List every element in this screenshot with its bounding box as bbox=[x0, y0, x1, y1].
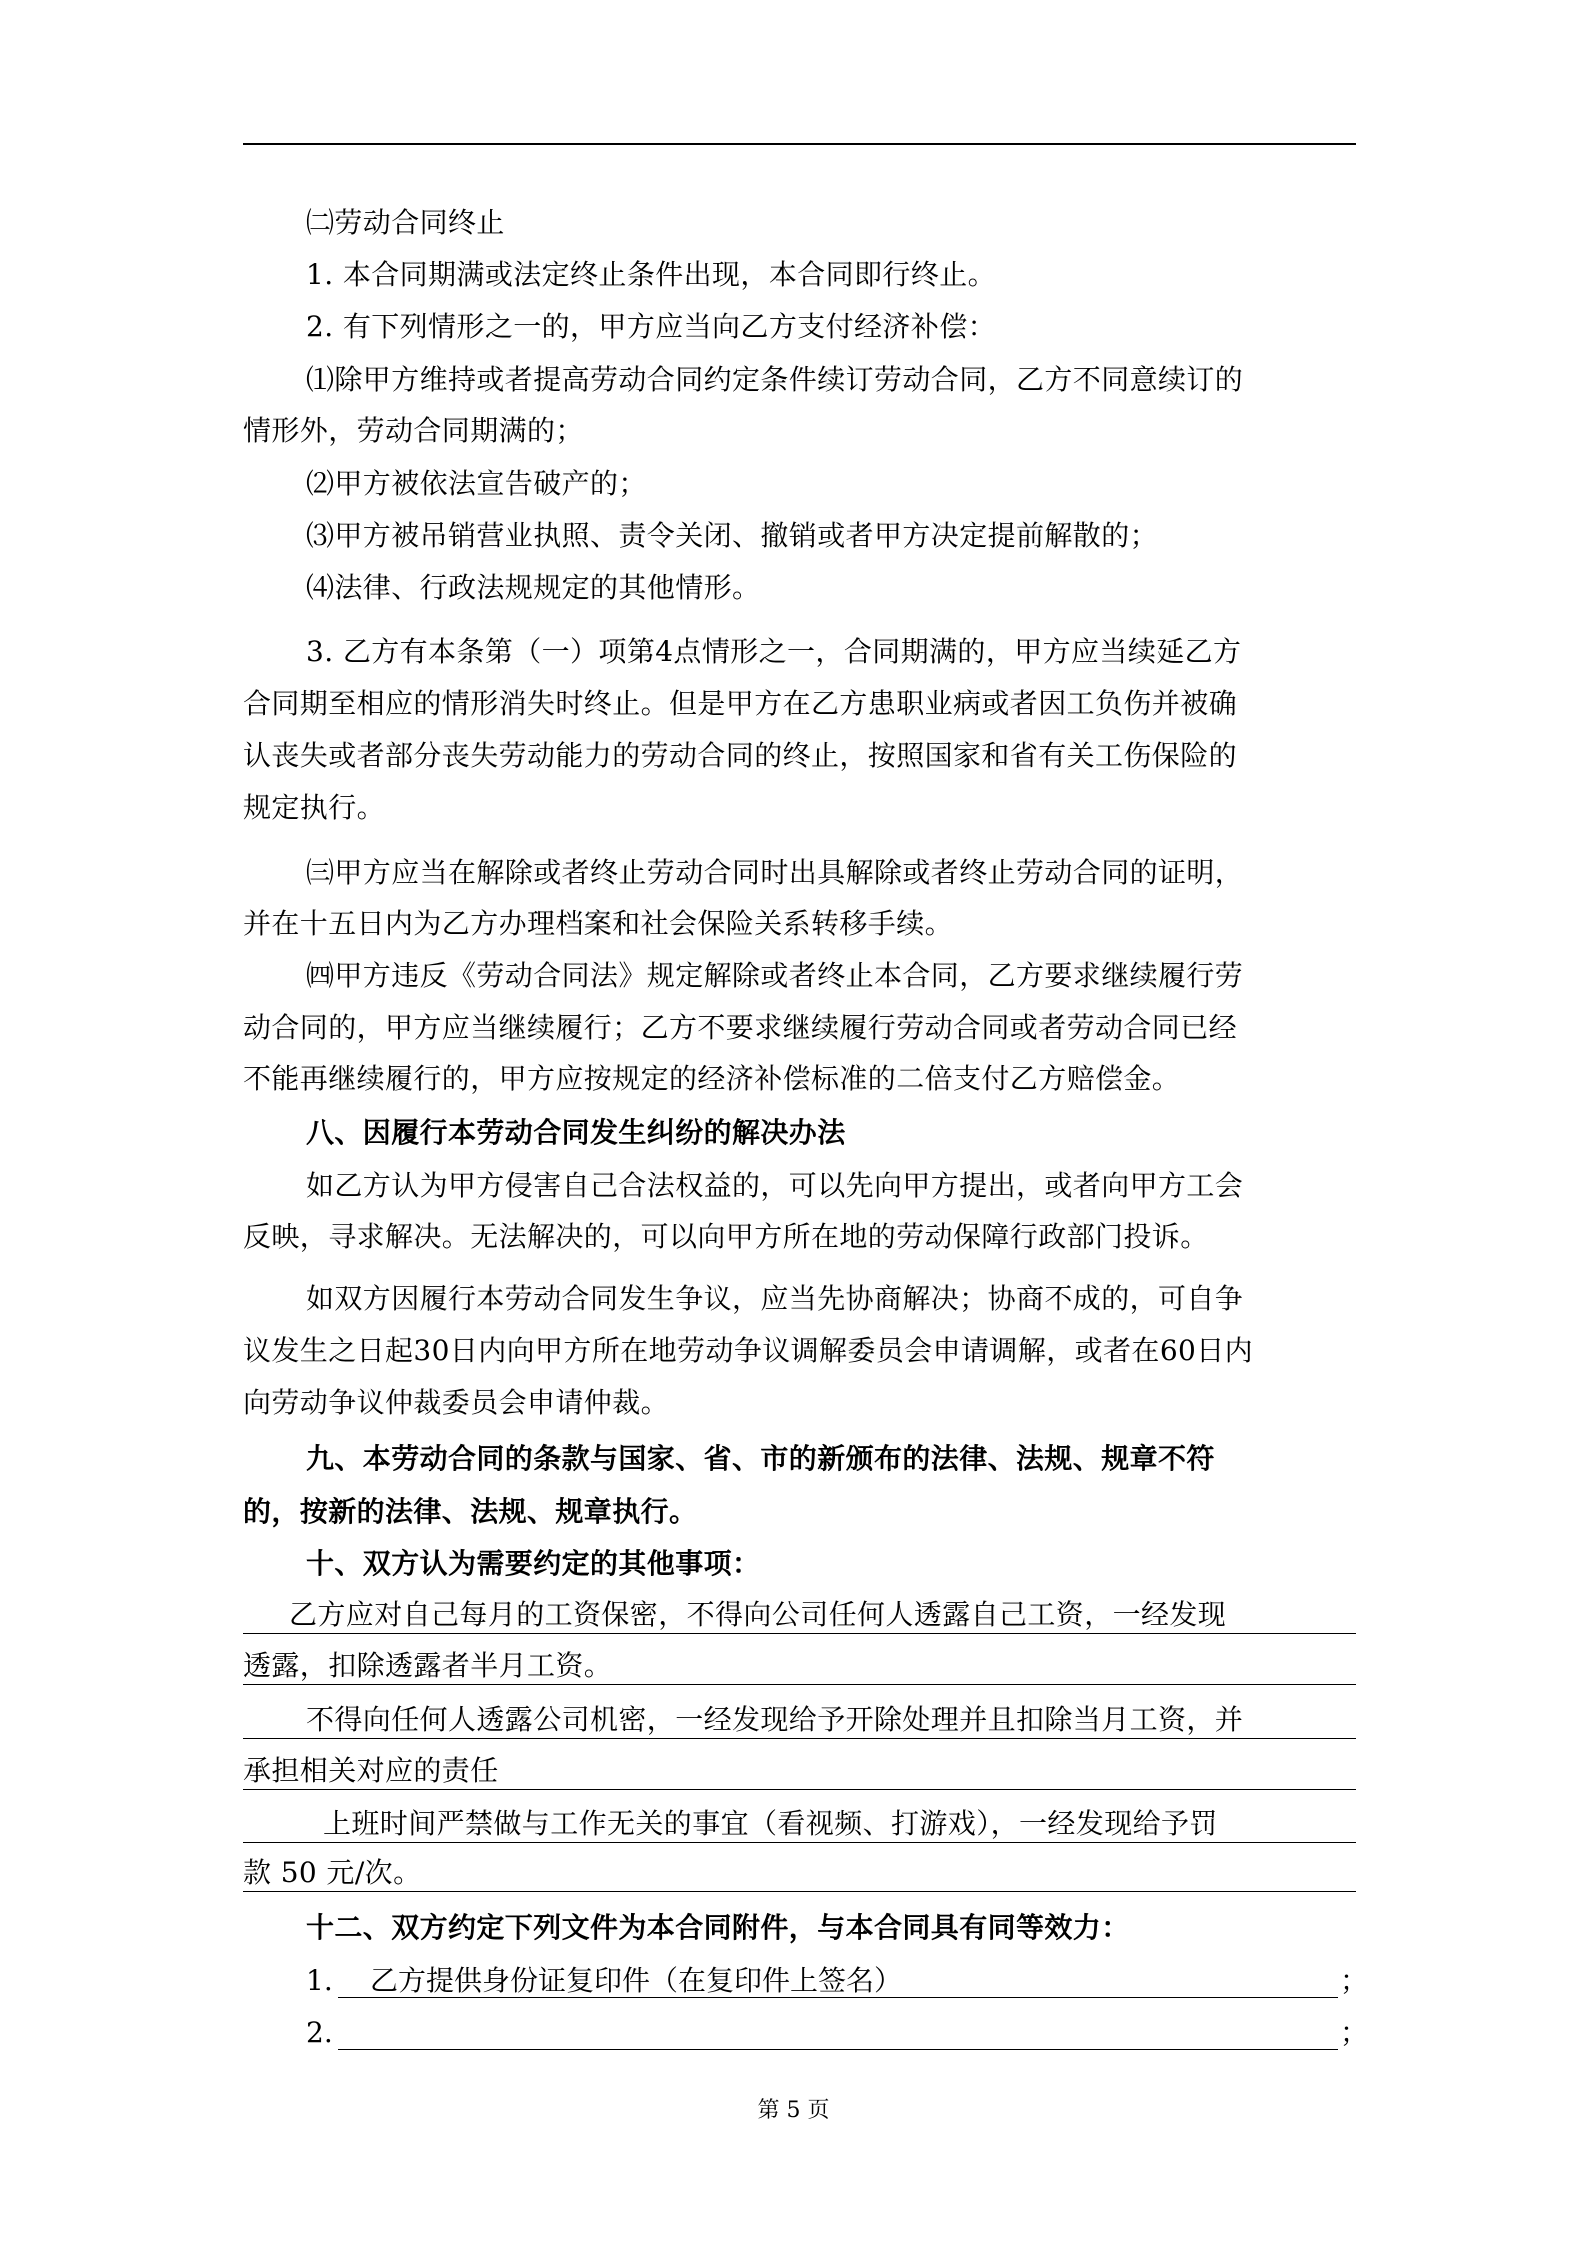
attachment-end-mark: ； bbox=[1340, 1964, 1369, 1997]
fill-in-line bbox=[338, 2049, 1338, 2050]
section-heading: 十二、双方约定下列文件为本合同附件，与本合同具有同等效力： bbox=[306, 1911, 1130, 1944]
attachment-number: 2. bbox=[306, 2016, 333, 2049]
attachment-number: 1. bbox=[306, 1964, 333, 1997]
section-heading: 九、本劳动合同的条款与国家、省、市的新颁布的法律、法规、规章不符 bbox=[306, 1442, 1215, 1475]
custom-term-line: 上班时间严禁做与工作无关的事宜（看视频、打游戏），一经发现给予罚 bbox=[243, 1806, 1356, 1843]
paragraph-line: 如双方因履行本劳动合同发生争议，应当先协商解决；协商不成的，可自争 bbox=[306, 1282, 1244, 1315]
paragraph-line: ⑵甲方被依法宣告破产的； bbox=[306, 467, 647, 500]
paragraph-line: 情形外，劳动合同期满的； bbox=[243, 414, 584, 447]
section-heading: 八、因履行本劳动合同发生纠纷的解决办法 bbox=[306, 1116, 846, 1149]
attachment-text: 乙方提供身份证复印件（在复印件上签名） bbox=[370, 1964, 903, 1997]
custom-term-line: 承担相关对应的责任 bbox=[243, 1753, 1356, 1790]
paragraph-line: 动合同的，甲方应当继续履行；乙方不要求继续履行劳动合同或者劳动合同已经 bbox=[243, 1011, 1238, 1044]
paragraph-line: ⑶甲方被吊销营业执照、责令关闭、撤销或者甲方决定提前解散的； bbox=[306, 519, 1159, 552]
paragraph-line: 合同期至相应的情形消失时终止。但是甲方在乙方患职业病或者因工负伤并被确 bbox=[243, 687, 1238, 720]
paragraph-line: ⑴除甲方维持或者提高劳动合同约定条件续订劳动合同，乙方不同意续订的 bbox=[306, 363, 1244, 396]
paragraph-line: 并在十五日内为乙方办理档案和社会保险关系转移手续。 bbox=[243, 907, 954, 940]
paragraph-line: 2. 有下列情形之一的，甲方应当向乙方支付经济补偿： bbox=[306, 310, 997, 343]
paragraph-line: ⑷法律、行政法规规定的其他情形。 bbox=[306, 571, 761, 604]
paragraph-line: 规定执行。 bbox=[243, 791, 386, 824]
page-number: 第 5 页 bbox=[757, 2098, 830, 2123]
fill-in-line bbox=[338, 1997, 1338, 1998]
paragraph-line: 向劳动争议仲裁委员会申请仲裁。 bbox=[243, 1386, 670, 1419]
paragraph-line: 认丧失或者部分丧失劳动能力的劳动合同的终止，按照国家和省有关工伤保险的 bbox=[243, 739, 1238, 772]
paragraph-line: 议发生之日起30日内向甲方所在地劳动争议调解委员会申请调解，或者在60日内 bbox=[243, 1334, 1254, 1367]
custom-term-line: 款 50 元/次。 bbox=[243, 1855, 1356, 1892]
section-heading: 的，按新的法律、法规、规章执行。 bbox=[243, 1495, 698, 1528]
custom-term-line: 透露，扣除透露者半月工资。 bbox=[243, 1648, 1356, 1685]
paragraph-line: 3. 乙方有本条第（一）项第4点情形之一，合同期满的，甲方应当续延乙方 bbox=[306, 635, 1242, 668]
paragraph-line: 1. 本合同期满或法定终止条件出现，本合同即行终止。 bbox=[306, 258, 997, 291]
custom-term-line: 不得向任何人透露公司机密，一经发现给予开除处理并且扣除当月工资，并 bbox=[243, 1702, 1356, 1739]
attachment-end-mark: ； bbox=[1340, 2016, 1369, 2049]
paragraph-line: 如乙方认为甲方侵害自己合法权益的，可以先向甲方提出，或者向甲方工会 bbox=[306, 1169, 1244, 1202]
header-rule bbox=[243, 143, 1356, 145]
paragraph-line: 反映，寻求解决。无法解决的，可以向甲方所在地的劳动保障行政部门投诉。 bbox=[243, 1220, 1209, 1253]
section-heading: 十、双方认为需要约定的其他事项： bbox=[306, 1547, 761, 1580]
paragraph-line: ㈢甲方应当在解除或者终止劳动合同时出具解除或者终止劳动合同的证明， bbox=[306, 856, 1244, 889]
paragraph-line: 不能再继续履行的，甲方应按规定的经济补偿标准的二倍支付乙方赔偿金。 bbox=[243, 1062, 1181, 1095]
custom-term-line: 乙方应对自己每月的工资保密，不得向公司任何人透露自己工资，一经发现 bbox=[243, 1597, 1356, 1634]
paragraph-line: ㈣甲方违反《劳动合同法》规定解除或者终止本合同，乙方要求继续履行劳 bbox=[306, 959, 1244, 992]
subsection-heading-termination: ㈡劳动合同终止 bbox=[306, 206, 505, 239]
